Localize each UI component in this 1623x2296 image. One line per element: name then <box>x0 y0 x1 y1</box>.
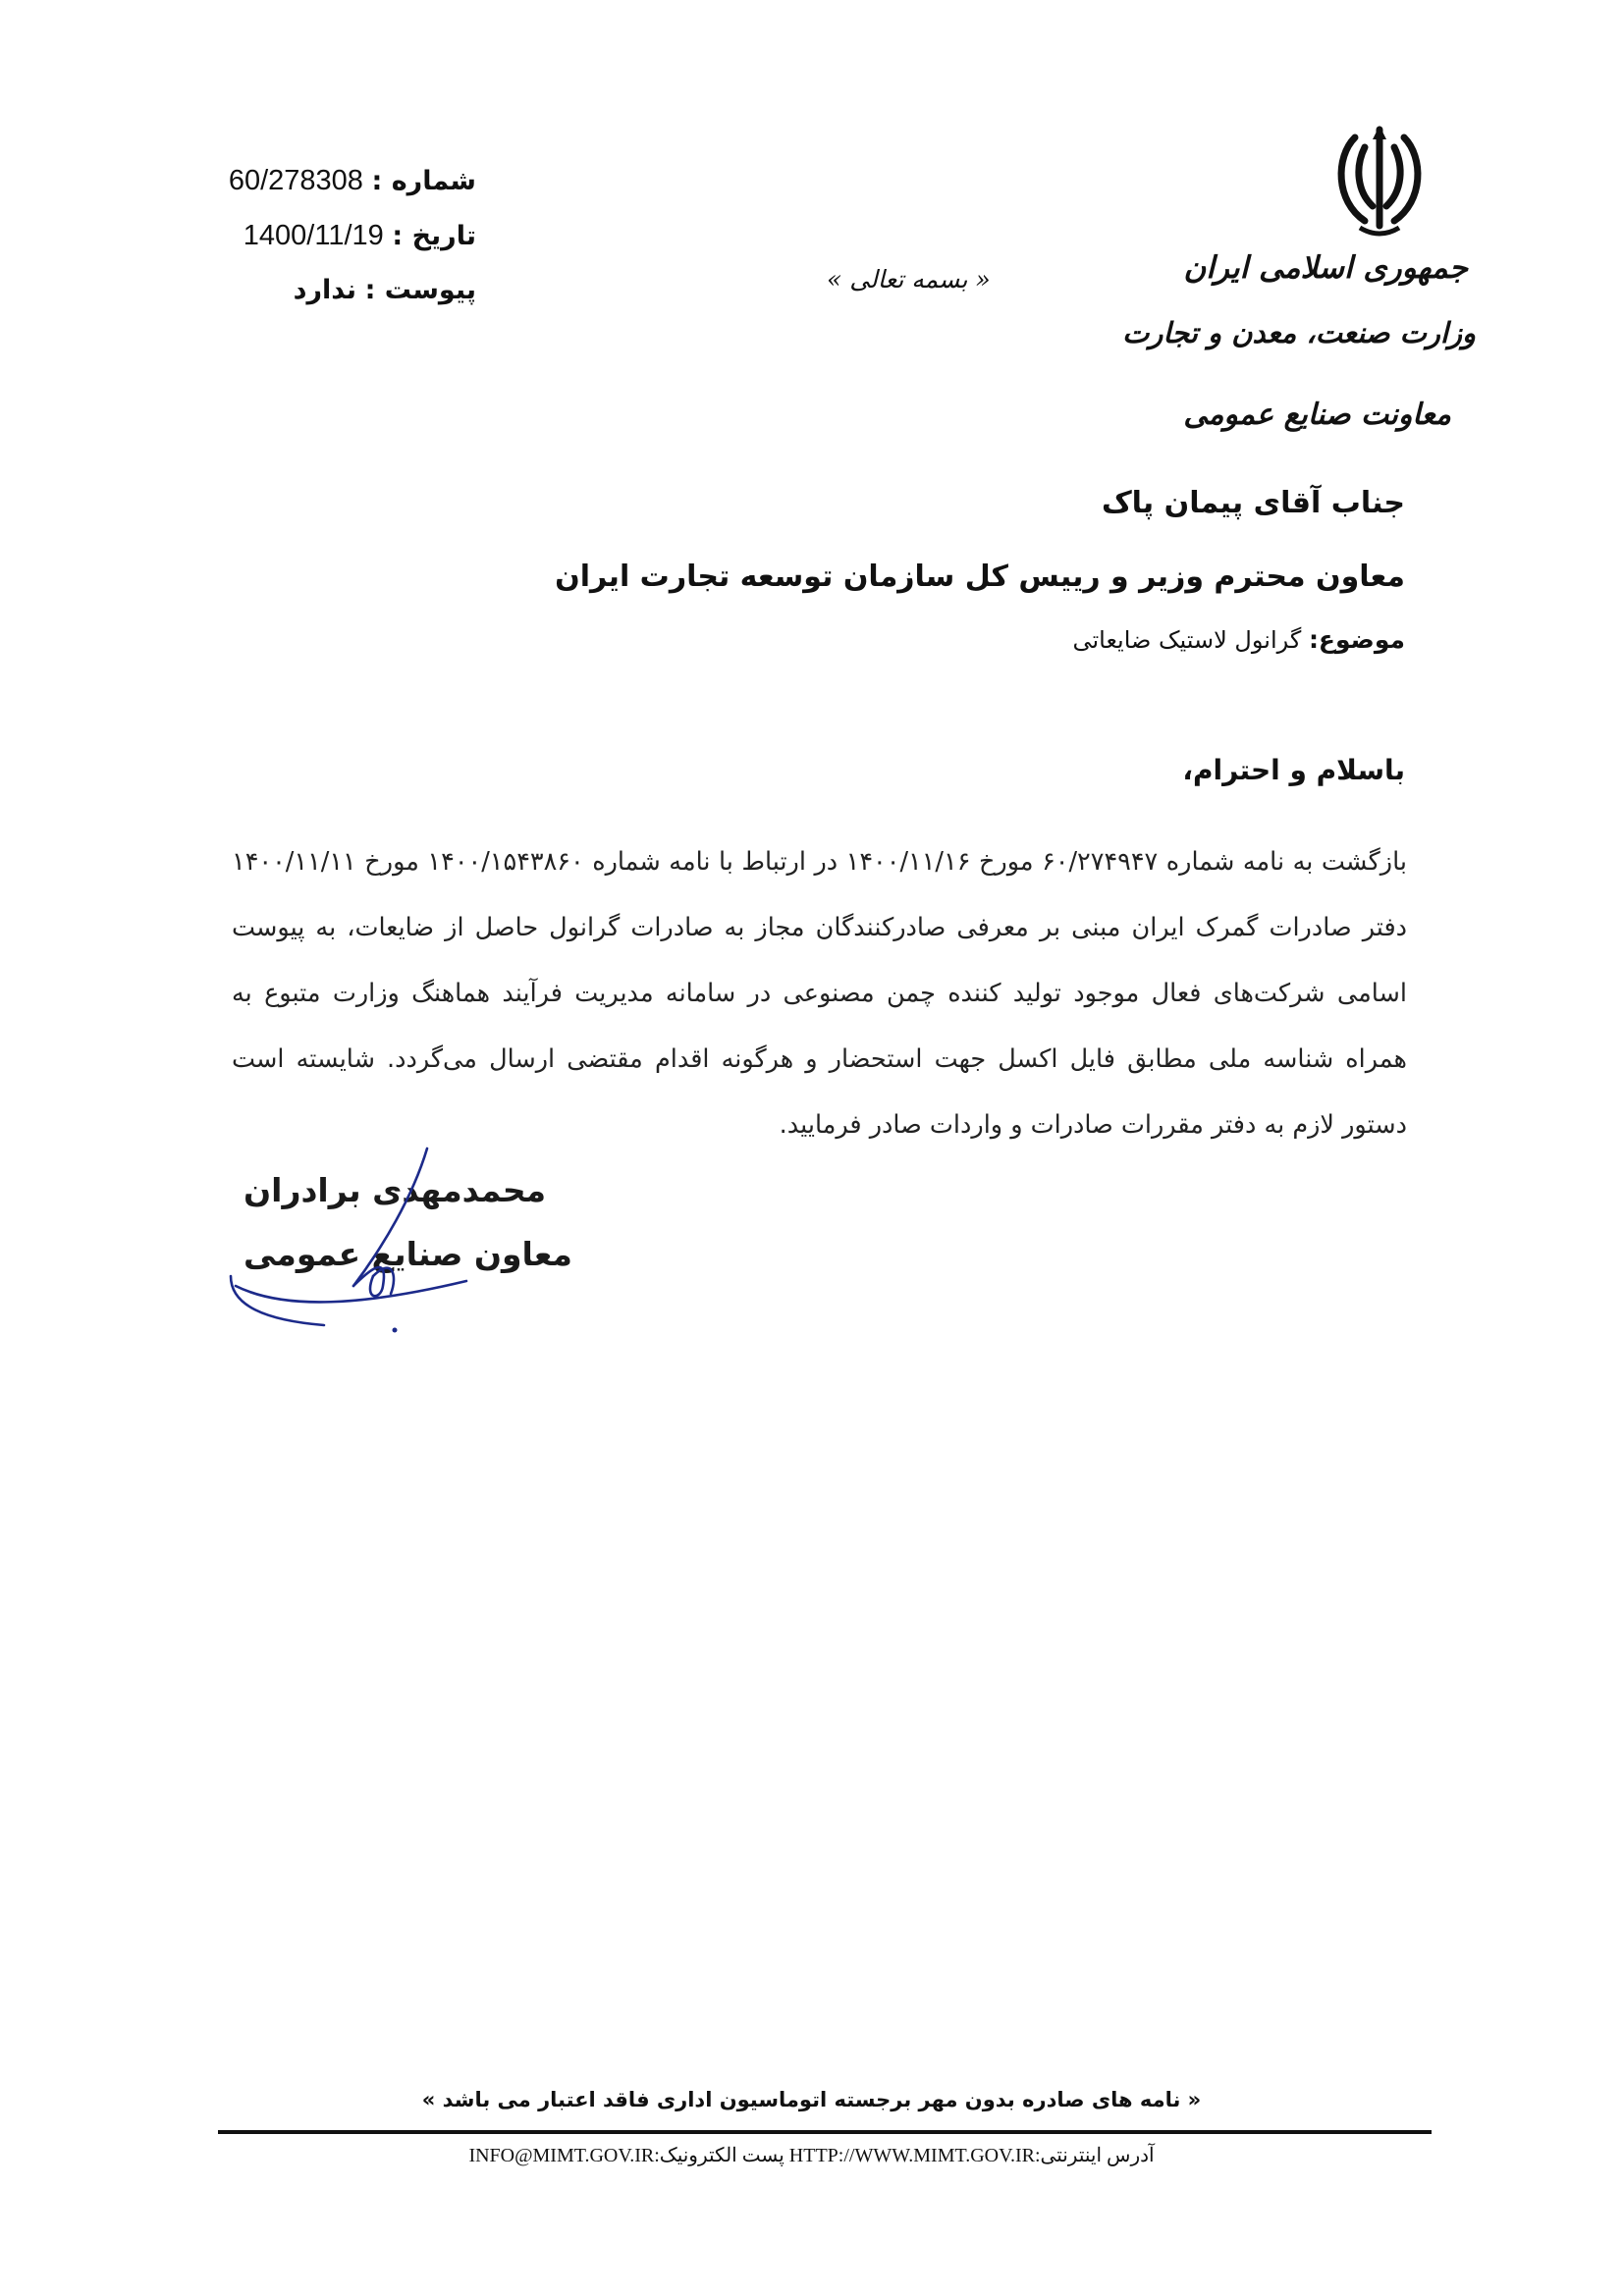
handwritten-signature <box>226 1129 619 1345</box>
subject-line <box>1072 625 1405 654</box>
letter-body: بازگشت به نامه شماره ۶۰/۲۷۴۹۴۷ مورخ ۱۴۰۰/۱۱/۱۶ در ارتباط با نامه شماره ۱۴۰۰/۱۵۴۳۸۶۰ مورخ ۱۴۰۰/۱۱/۱۱ دفتر صادرات گمرک ایران مبنی بر معرفی صادرکنندگان مجاز به صادرات گرانول حاصل از ضایعات، به پیوست اسامی شرکت‌های فعال موجود تولید کننده چمن مصنوعی در سامانه مدیریت فرآیند هماهنگ وزارت متبوع به همراه شناسه ملی مطابق فایل اکسل جهت استحضار و هرگونه اقدام مقتضی ارسال می‌گردد. شایسته است دستور لازم به دفتر مقررات صادرات و واردات صادر فرمایید. <box>232 847 1407 1140</box>
greeting: باسلام و احترام، <box>1182 754 1405 786</box>
emblem-country: جمهوری اسلامی ایران <box>1183 250 1468 286</box>
letter-date <box>243 220 476 252</box>
emblem-ministry: وزارت صنعت، معدن و تجارت <box>1122 316 1476 349</box>
footer-address: آدرس اینترنتی:HTTP://WWW.MIMT.GOV.IR پست الکترونیک:INFO@MIMT.GOV.IR <box>468 2145 1155 2166</box>
bismillah-heading: « بسمه تعالی » <box>827 265 991 294</box>
letter-number-label: شماره : <box>371 166 476 196</box>
letter-date-label: تاریخ : <box>392 221 476 251</box>
footer-divider <box>218 2130 1432 2134</box>
recipient-name: جناب آقای پیمان پاک <box>1101 486 1405 520</box>
signatory-name: محمدمهدی برادران <box>243 1171 547 1209</box>
letter-number <box>229 165 476 197</box>
letter-attachment <box>294 275 476 305</box>
subject-label: موضوع: <box>1308 625 1405 654</box>
letter-attachment-value: ندارد <box>293 275 356 305</box>
footer-validity-note: « نامه های صادره بدون مهر برجسته اتوماسیون اداری فاقد اعتبار می باشد » <box>421 2088 1202 2111</box>
signatory-title: معاون صنایع عمومی <box>243 1235 572 1273</box>
recipient-title: معاون محترم وزیر و رییس کل سازمان توسعه تجارت ایران <box>555 560 1405 594</box>
iran-emblem-icon <box>1325 118 1434 245</box>
letter-date-value: 1400/11/19 <box>243 220 384 251</box>
subject-text: گرانول لاستیک ضایعاتی <box>1072 626 1302 654</box>
emblem-deputy: معاونت صنایع عمومی <box>1183 398 1451 432</box>
letter-number-value: 60/278308 <box>228 165 363 196</box>
letter-attachment-label: پیوست : <box>364 275 476 305</box>
